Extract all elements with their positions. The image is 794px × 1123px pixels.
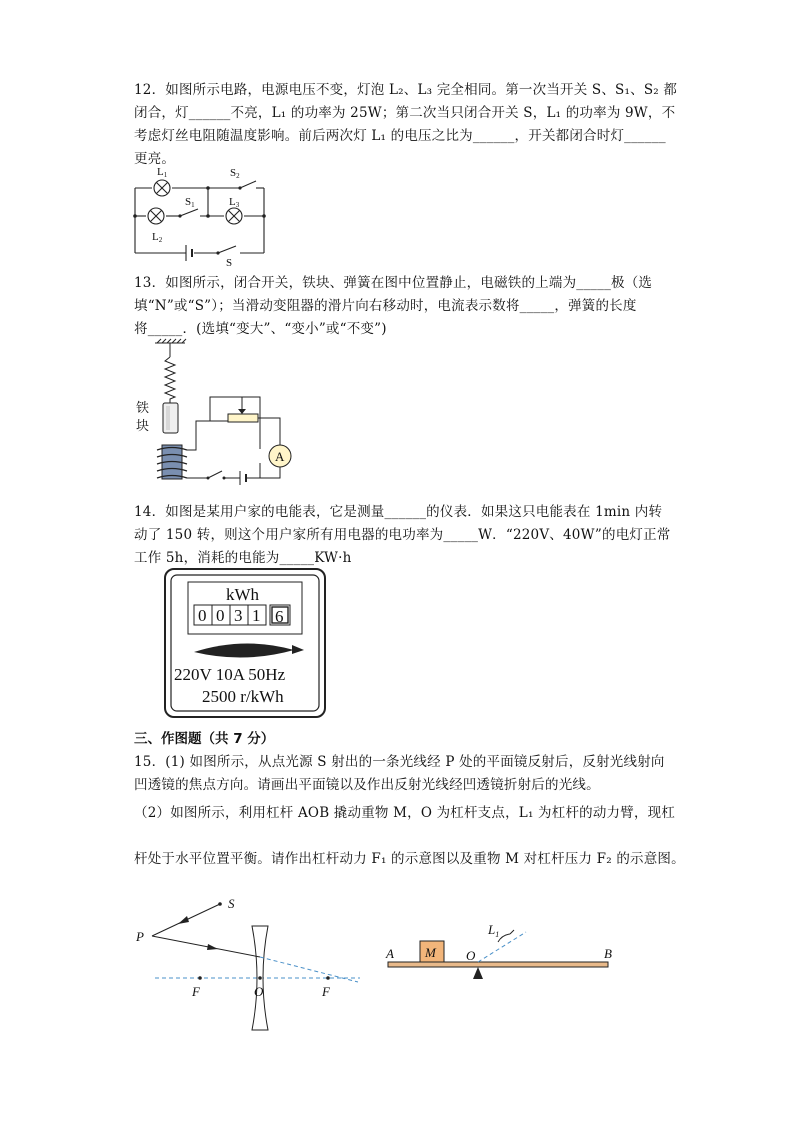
lever-label-O: O <box>466 948 476 963</box>
label-S: S <box>226 257 233 267</box>
q14-line-3: 工作 5h，消耗的电能为_____KW·h <box>134 550 352 566</box>
lever-label-L1: $L_1$ <box>488 922 500 939</box>
label-S1: S1 <box>185 196 195 209</box>
q15-part2-line-1: （2）如图所示，利用杠杆 AOB 撬动重物 M，O 为杠杆支点，L₁ 为杠杆的动力臂，现杠 <box>134 805 676 821</box>
meter-unit: kWh <box>226 585 260 604</box>
optics-label-F-right: F <box>322 984 330 999</box>
optics-label-O: O <box>254 984 264 999</box>
lever-bar <box>388 962 608 967</box>
slide-rheostat <box>228 414 258 422</box>
q12-line-1: 12．如图所示电路，电源电压不变，灯泡 L₂、L₃ 完全相同。第一次当开关 S、S₁、S₂ 都 <box>134 82 678 98</box>
q12-line-4: 更亮。 <box>134 151 176 167</box>
q13-electromagnet-diagram <box>130 337 300 489</box>
q15-lever-diagram <box>378 918 622 988</box>
q12-circuit-diagram <box>130 163 270 267</box>
meter-digit-3: 3 <box>234 606 243 625</box>
q13-line-3: 将_____．(选填“变大”、“变小”或“不变”) <box>134 321 387 337</box>
optics-label-P: P <box>136 929 144 944</box>
meter-digit-5: 6 <box>275 607 284 626</box>
iron-label-1: 铁 <box>136 400 150 415</box>
label-L2: L2 <box>152 231 163 244</box>
section-title: 三、作图题（共 7 分） <box>134 731 275 747</box>
meter-digit-4: 1 <box>252 606 261 625</box>
lever-label-B: B <box>604 946 612 961</box>
lever-label-A: A <box>386 946 394 961</box>
lever-label-M: M <box>425 945 436 960</box>
q15-part1-line-2: 凹透镜的焦点方向。请画出平面镜以及作出反射光线经凹透镜折射后的光线。 <box>134 777 600 793</box>
optics-label-S: S <box>228 896 235 911</box>
q15-part2-line-2: 杆处于水平位置平衡。请作出杠杆动力 F₁ 的示意图以及重物 M 对杠杆压力 F₂ 的示意图。 <box>134 851 685 867</box>
label-S2: S2 <box>230 167 240 180</box>
q13-line-1: 13．如图所示，闭合开关，铁块、弹簧在图中位置静止，电磁铁的上端为_____极（选 <box>134 275 653 291</box>
q14-line-2: 动了 150 转，则这个用户家所有用电器的电功率为_____W．“220V、40W”的电灯正常 <box>134 527 671 543</box>
label-L1: L1 <box>157 166 168 179</box>
q12-line-2: 闭合，灯______不亮，L₁ 的功率为 25W；第二次当只闭合开关 S，L₁ 的功率为 9W，不 <box>134 105 676 121</box>
q15-optics-diagram <box>130 890 370 1035</box>
spring <box>165 357 175 403</box>
optics-label-F-left: F <box>192 984 200 999</box>
q15-part1-line-1: 15．(1) 如图所示，从点光源 S 射出的一条光线经 P 处的平面镜反射后，反射光线射向 <box>134 754 665 770</box>
iron-block <box>163 403 178 433</box>
ammeter-label: A <box>275 449 285 464</box>
q12-line-3: 考虑灯丝电阻随温度影响。前后两次灯 L₁ 的电压之比为______，开关都闭合时灯______ <box>134 128 666 144</box>
meter-digit-2: 0 <box>216 606 225 625</box>
meter-spec-1: 220V 10A 50Hz <box>174 665 286 684</box>
q13-line-2: 填“N”或“S”）；当滑动变阻器的滑片向右移动时，电流表示数将_____，弹簧的长度 <box>134 298 637 314</box>
fulcrum <box>473 967 483 979</box>
meter-spec-2: 2500 r/kWh <box>202 687 284 706</box>
meter-digit-1: 0 <box>198 606 207 625</box>
q14-line-1: 14．如图是某用户家的电能表，它是测量______的仪表．如果这只电能表在 1min 内转 <box>134 504 663 520</box>
iron-label-2: 块 <box>136 418 150 433</box>
q14-energy-meter <box>164 568 326 718</box>
label-L3: L3 <box>229 196 240 209</box>
